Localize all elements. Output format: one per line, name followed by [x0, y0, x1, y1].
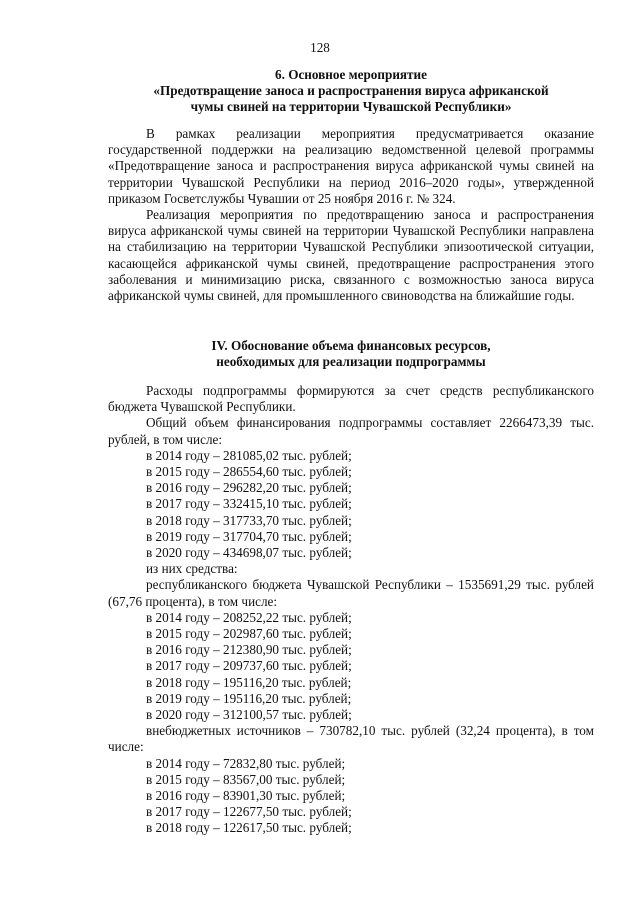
list-item: в 2017 году – 209737,60 тыс. рублей; — [146, 658, 352, 674]
sources-label: из них средства: — [146, 561, 238, 577]
paragraph: Реализация мероприятия по предотвращению заноса и распространения вируса африканской чумы свиней на территории Чувашской Республики направлена на стабилизацию на территории Чувашской Республики эпизоотической ситуации, касающейся африканской чумы свиней, предотвращение распространения этого заболевания и минимизацию риска, связанного с возможностью заноса вируса африканской чумы свиней, для промышленного свиноводства на ближайшие годы. — [108, 207, 594, 304]
extra-budget-paragraph: внебюджетных источников – 730782,10 тыс. рублей (32,24 процента), в том числе: — [108, 723, 594, 755]
list-item: в 2017 году – 122677,50 тыс. рублей; — [146, 804, 352, 820]
list-item: в 2014 году – 72832,80 тыс. рублей; — [146, 755, 346, 771]
list-item: в 2020 году – 434698,07 тыс. рублей; — [146, 545, 352, 561]
list-item: в 2016 году – 296282,20 тыс. рублей; — [146, 480, 352, 496]
list-item: в 2018 году – 195116,20 тыс. рублей; — [146, 674, 352, 690]
section-6-title-line: 6. Основное мероприятие — [275, 67, 427, 82]
section-4-title-line: IV. Обоснование объема финансовых ресурсов, — [211, 338, 491, 353]
total-years-list — [108, 448, 594, 561]
list-item: в 2018 году – 122617,50 тыс. рублей; — [146, 820, 352, 836]
section-6-body — [108, 126, 594, 304]
list-item: в 2017 году – 332415,10 тыс. рублей; — [146, 496, 352, 512]
republic-budget-paragraph: республиканского бюджета Чувашской Республики – 1535691,29 тыс. рублей (67,76 процента), в том числе: — [108, 577, 594, 609]
list-item: в 2014 году – 208252,22 тыс. рублей; — [146, 609, 352, 625]
list-item: в 2015 году – 202987,60 тыс. рублей; — [146, 626, 352, 642]
total-funding-paragraph: Общий объем финансирования подпрограммы составляет 2266473,39 тыс. рублей, в том числе: — [108, 415, 594, 447]
list-item: в 2019 году – 317704,70 тыс. рублей; — [146, 528, 352, 544]
list-item: в 2019 году – 195116,20 тыс. рублей; — [146, 690, 352, 706]
list-item: в 2015 году – 83567,00 тыс. рублей; — [146, 771, 346, 787]
section-6-title — [108, 67, 594, 116]
section-4-title — [108, 338, 594, 370]
page-number: 128 — [310, 40, 330, 55]
list-item: в 2020 году – 312100,57 тыс. рублей; — [146, 707, 352, 723]
section-6-title-line: «Предотвращение заноса и распространения вируса африканской — [153, 83, 549, 99]
list-item: в 2016 году – 212380,90 тыс. рублей; — [146, 642, 352, 658]
section-4-body — [108, 383, 594, 837]
list-item: в 2014 году – 281085,02 тыс. рублей; — [146, 447, 352, 463]
paragraph: В рамках реализации мероприятия предусматривается оказание государственной поддержки на реализацию ведомственной целевой программы «Предотвращение заноса и распространения вируса африканской чумы свиней на территории Чувашской Республики на период 2016–2020 годы», утвержденной приказом Госветслужбы Чувашии от 25 ноября 2016 г. № 324. — [108, 126, 594, 206]
list-item: в 2016 году – 83901,30 тыс. рублей; — [146, 788, 346, 804]
extra-years-list — [108, 756, 594, 837]
list-item: в 2018 году – 317733,70 тыс. рублей; — [146, 512, 352, 528]
republic-years-list — [108, 610, 594, 723]
paragraph: Расходы подпрограммы формируются за счет средств республиканского бюджета Чувашской Республики. — [108, 383, 594, 415]
section-6-title-line: чумы свиней на территории Чувашской Республики» — [190, 99, 512, 115]
section-4-title-line: необходимых для реализации подпрограммы — [216, 354, 486, 370]
list-item: в 2015 году – 286554,60 тыс. рублей; — [146, 464, 352, 480]
